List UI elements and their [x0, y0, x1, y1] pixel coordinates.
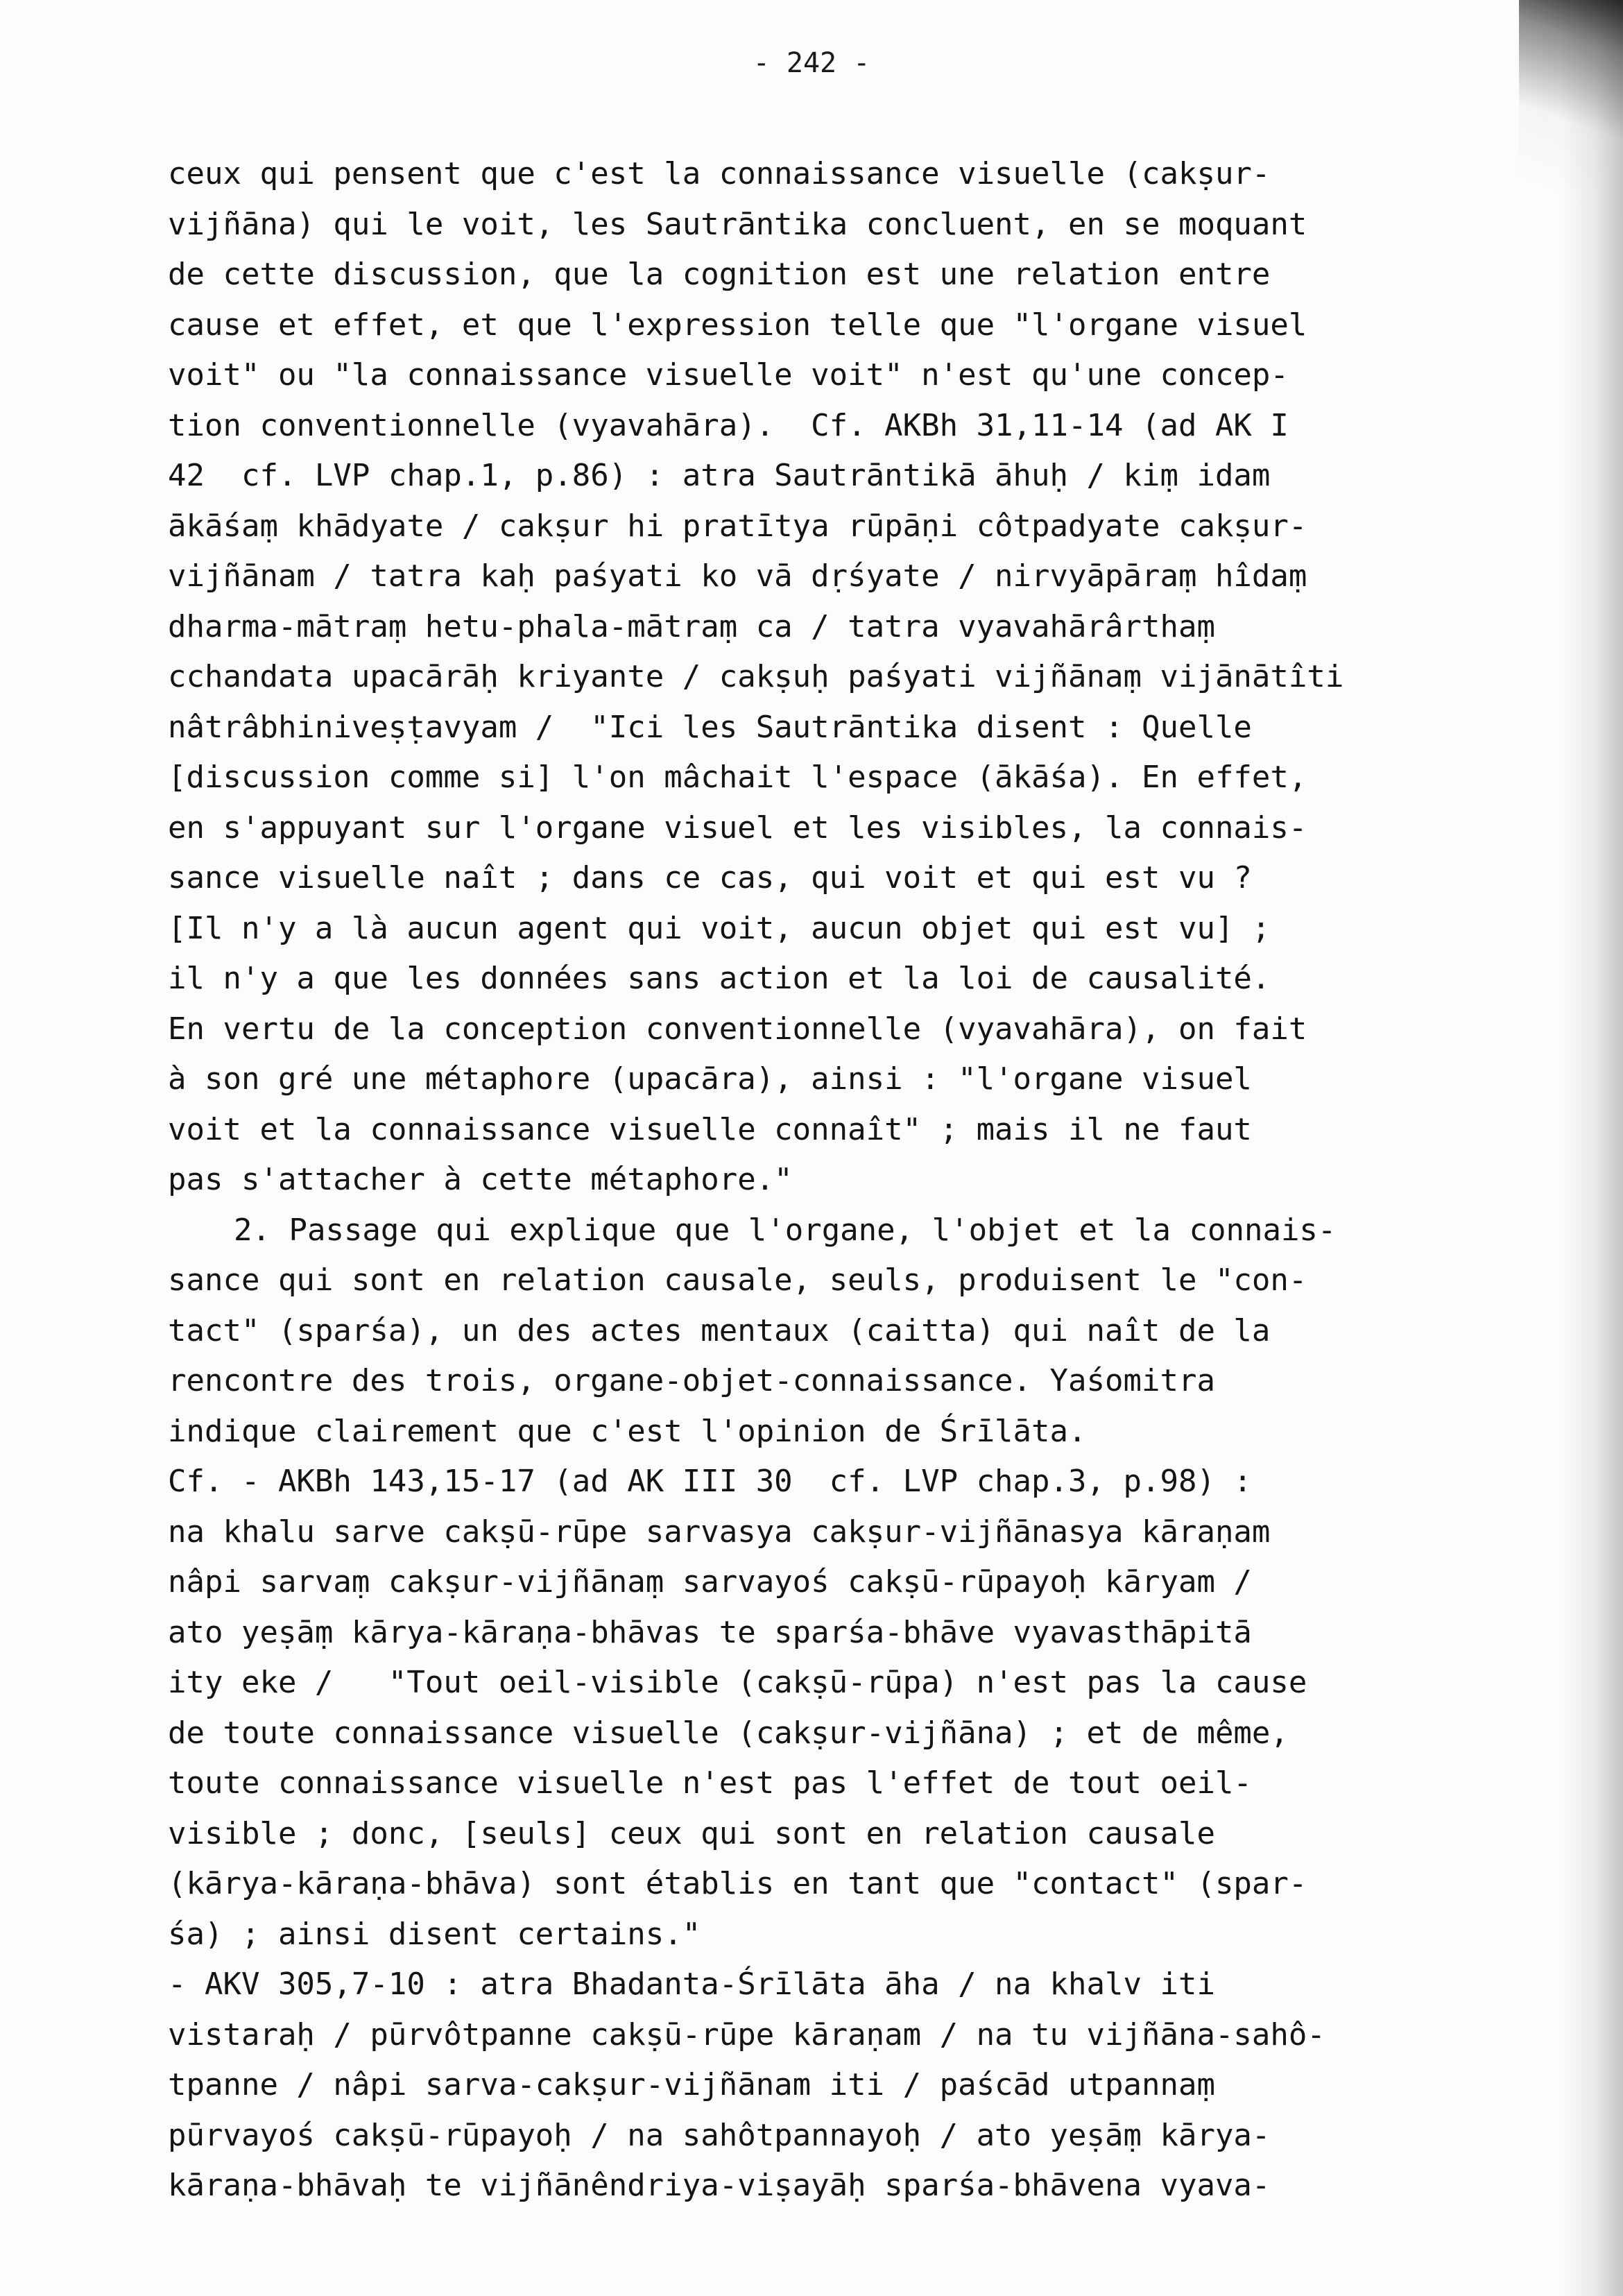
body-text: [168, 149, 1486, 2211]
text-line: ato yeṣāṃ kārya-kāraṇa-bhāvas te sparśa-bhāve vyavasthāpitā: [168, 1614, 1252, 1650]
text-line: dharma-mātraṃ hetu-phala-mātraṃ ca / tatra vyavahārârthaṃ: [168, 608, 1215, 644]
text-line: cchandata upacārāḥ kriyante / cakṣuḥ paśyati vijñānaṃ vijānātîti: [168, 659, 1344, 694]
text-line: nâtrâbhiniveṣṭavyam / "Ici les Sautrāntika disent : Quelle: [168, 709, 1252, 745]
text-line: na khalu sarve cakṣū-rūpe sarvasya cakṣur-vijñānasya kāraṇam: [168, 1514, 1271, 1550]
text-line: vistaraḥ / pūrvôtpanne cakṣū-rūpe kāraṇam / na tu vijñāna-sahô-: [168, 2016, 1325, 2053]
text-line: sance qui sont en relation causale, seuls, produisent le "con-: [168, 1262, 1307, 1298]
text-line: tpanne / nâpi sarva-cakṣur-vijñānam iti / paścād utpannaṃ: [168, 2067, 1215, 2102]
text-line: cause et effet, et que l'expression telle que "l'organe visuel: [168, 307, 1307, 343]
text-line: nâpi sarvaṃ cakṣur-vijñānaṃ sarvayoś cakṣū-rūpayoḥ kāryam /: [168, 1564, 1252, 1600]
page-number: - 242 -: [753, 47, 870, 79]
text-line: il n'y a que les données sans action et la loi de causalité.: [168, 961, 1271, 996]
text-line: vijñāna) qui le voit, les Sautrāntika concluent, en se moquant: [168, 206, 1307, 242]
text-line: tact" (sparśa), un des actes mentaux (caitta) qui naît de la: [168, 1312, 1271, 1348]
text-line: kāraṇa-bhāvaḥ te vijñānêndriya-viṣayāḥ sparśa-bhāvena vyava-: [168, 2168, 1271, 2203]
text-line: toute connaissance visuelle n'est pas l'effet de tout oeil-: [168, 1765, 1252, 1801]
page-edge-shadow: [1561, 0, 1623, 2296]
text-line: en s'appuyant sur l'organe visuel et les visibles, la connais-: [168, 809, 1307, 846]
text-line: vijñānam / tatra kaḥ paśyati ko vā dṛśyate / nirvyāpāraṃ hîdaṃ: [168, 558, 1307, 594]
text-line: visible ; donc, [seuls] ceux qui sont en relation causale: [168, 1815, 1215, 1851]
paragraph-start-line: 2. Passage qui explique que l'organe, l'objet et la connais-: [234, 1212, 1337, 1248]
text-line: de cette discussion, que la cognition est une relation entre: [168, 257, 1271, 292]
text-line: voit et la connaissance visuelle connaît" ; mais il ne faut: [168, 1111, 1252, 1147]
text-line: pūrvayoś cakṣū-rūpayoḥ / na sahôtpannayoḥ / ato yeṣāṃ kārya-: [168, 2117, 1271, 2153]
text-line: 42 cf. LVP chap.1, p.86) : atra Sautrāntikā āhuḥ / kiṃ idam: [168, 458, 1271, 493]
text-line: śa) ; ainsi disent certains.": [168, 1916, 701, 1952]
text-line: [Il n'y a là aucun agent qui voit, aucun objet qui est vu] ;: [168, 910, 1271, 946]
text-line: ākāśaṃ khādyate / cakṣur hi pratītya rūpāṇi côtpadyate cakṣur-: [168, 508, 1307, 544]
text-line: ity eke / "Tout oeil-visible (cakṣū-rūpa) n'est pas la cause: [168, 1665, 1307, 1700]
text-line: [discussion comme si] l'on mâchait l'espace (ākāśa). En effet,: [168, 760, 1307, 795]
text-line: pas s'attacher à cette métaphore.": [168, 1162, 793, 1197]
scan-corner-shadow: [1519, 0, 1623, 277]
text-line: indique clairement que c'est l'opinion de Śrīlāta.: [168, 1413, 1087, 1449]
text-line: tion conventionnelle (vyavahāra). Cf. AKBh 31,11-14 (ad AK I: [168, 407, 1289, 443]
text-line: En vertu de la conception conventionnelle (vyavahāra), on fait: [168, 1011, 1307, 1047]
text-line: rencontre des trois, organe-objet-connaissance. Yaśomitra: [168, 1363, 1215, 1398]
text-line: voit" ou "la connaissance visuelle voit" n'est qu'une concep-: [168, 357, 1289, 393]
text-line: (kārya-kāraṇa-bhāva) sont établis en tant que "contact" (spar-: [168, 1866, 1307, 1901]
text-line: ceux qui pensent que c'est la connaissance visuelle (cakṣur-: [168, 156, 1271, 191]
text-line: sance visuelle naît ; dans ce cas, qui voit et qui est vu ?: [168, 860, 1252, 896]
text-line: - AKV 305,7-10 : atra Bhadanta-Śrīlāta āha / na khalv iti: [168, 1967, 1215, 2002]
text-line: à son gré une métaphore (upacāra), ainsi : "l'organe visuel: [168, 1061, 1252, 1097]
text-line: Cf. - AKBh 143,15-17 (ad AK III 30 cf. LVP chap.3, p.98) :: [168, 1464, 1252, 1499]
text-line: de toute connaissance visuelle (cakṣur-vijñāna) ; et de même,: [168, 1715, 1289, 1751]
